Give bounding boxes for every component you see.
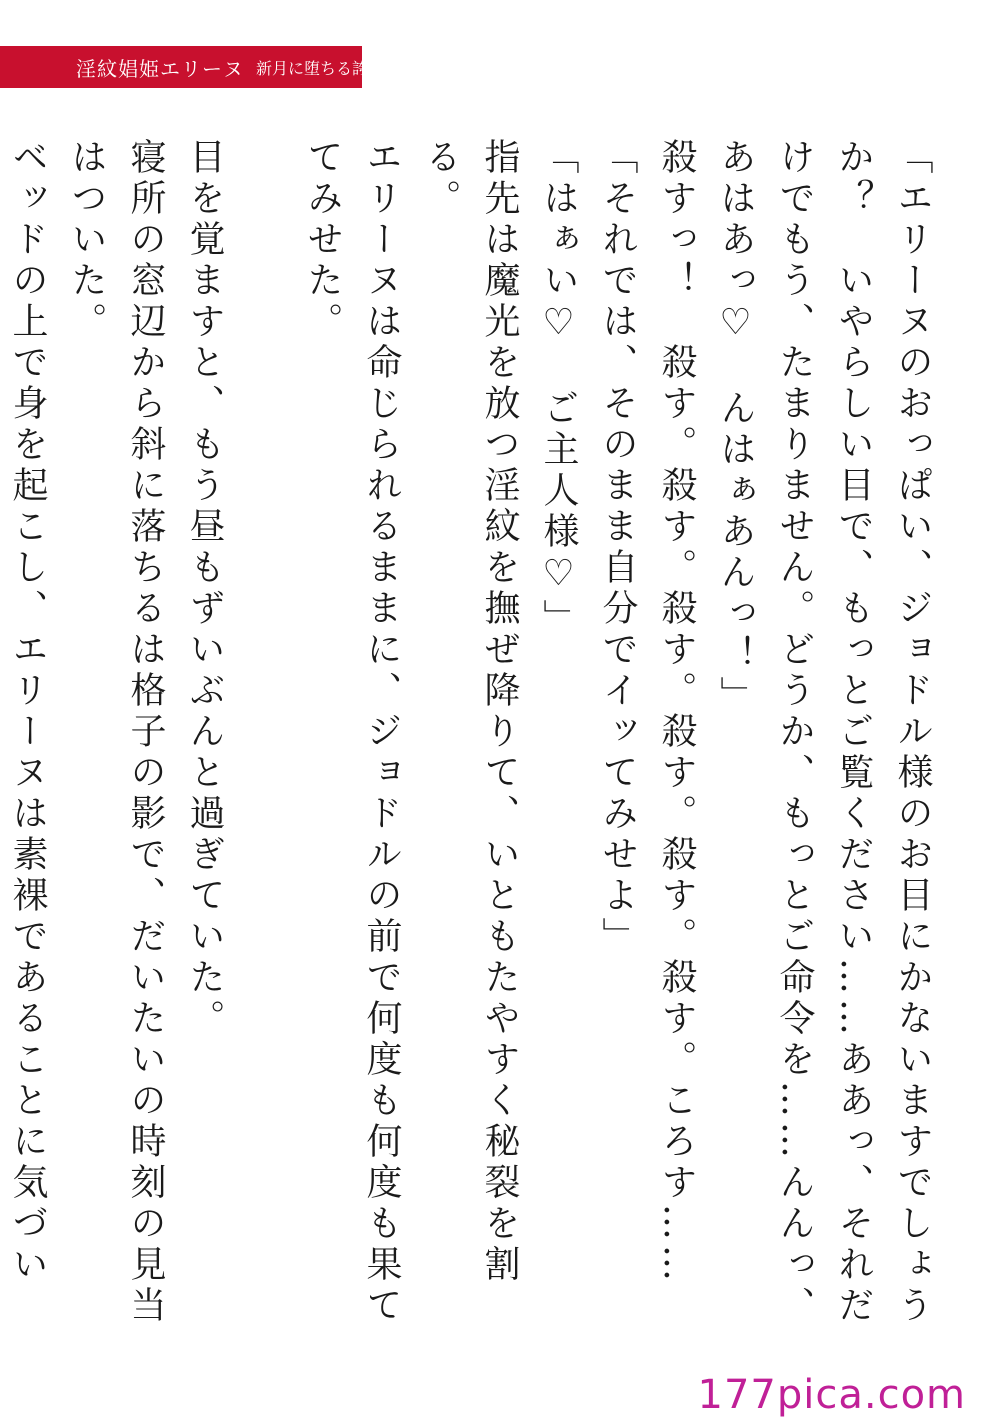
paragraph: 「エリーヌのおっぱい、ジョドル様のお目にかないますでしょうか？ いやらしい目で、もっとご覧ください……ああっ、それだけでもう、たまりません。どうか、もっとご命令を……んんっ、あはあっ♡ んはぁあんっ！」	[715, 138, 933, 1327]
watermark: 177pica.com	[697, 1372, 966, 1418]
vertical-body-text	[7, 138, 942, 1358]
paragraph: ベッドの上で身を起こし、エリーヌは素裸であることに気づい	[7, 138, 48, 1286]
header-band	[0, 46, 385, 88]
paragraph: 指先は魔光を放つ淫紋を撫ぜ降りて、いともたやすく秘裂を割る。	[420, 138, 520, 1286]
paragraph: 「はぁい♡ ご主人様♡」	[538, 138, 579, 640]
book-title: 淫紋娼姫エリーヌ	[76, 56, 244, 81]
paragraph: 殺すっ！ 殺す。殺す。殺す。殺す。殺す。殺す。ころす……	[656, 138, 697, 1286]
paragraph: 寝所の窓辺から斜に落ちるは格子の影で、だいたいの時刻の見当はついた。	[66, 138, 166, 1327]
paragraph: 目を覚ますと、もう昼もずいぶんと過ぎていた。	[184, 138, 225, 1040]
book-subtitle: 新月に堕ちる誇り	[256, 58, 385, 78]
paragraph: エリーヌは命じられるままに、ジョドルの前で何度も何度も果ててみせた。	[302, 138, 402, 1327]
paragraph: 「それでは、そのまま自分でイッてみせよ」	[597, 138, 638, 958]
